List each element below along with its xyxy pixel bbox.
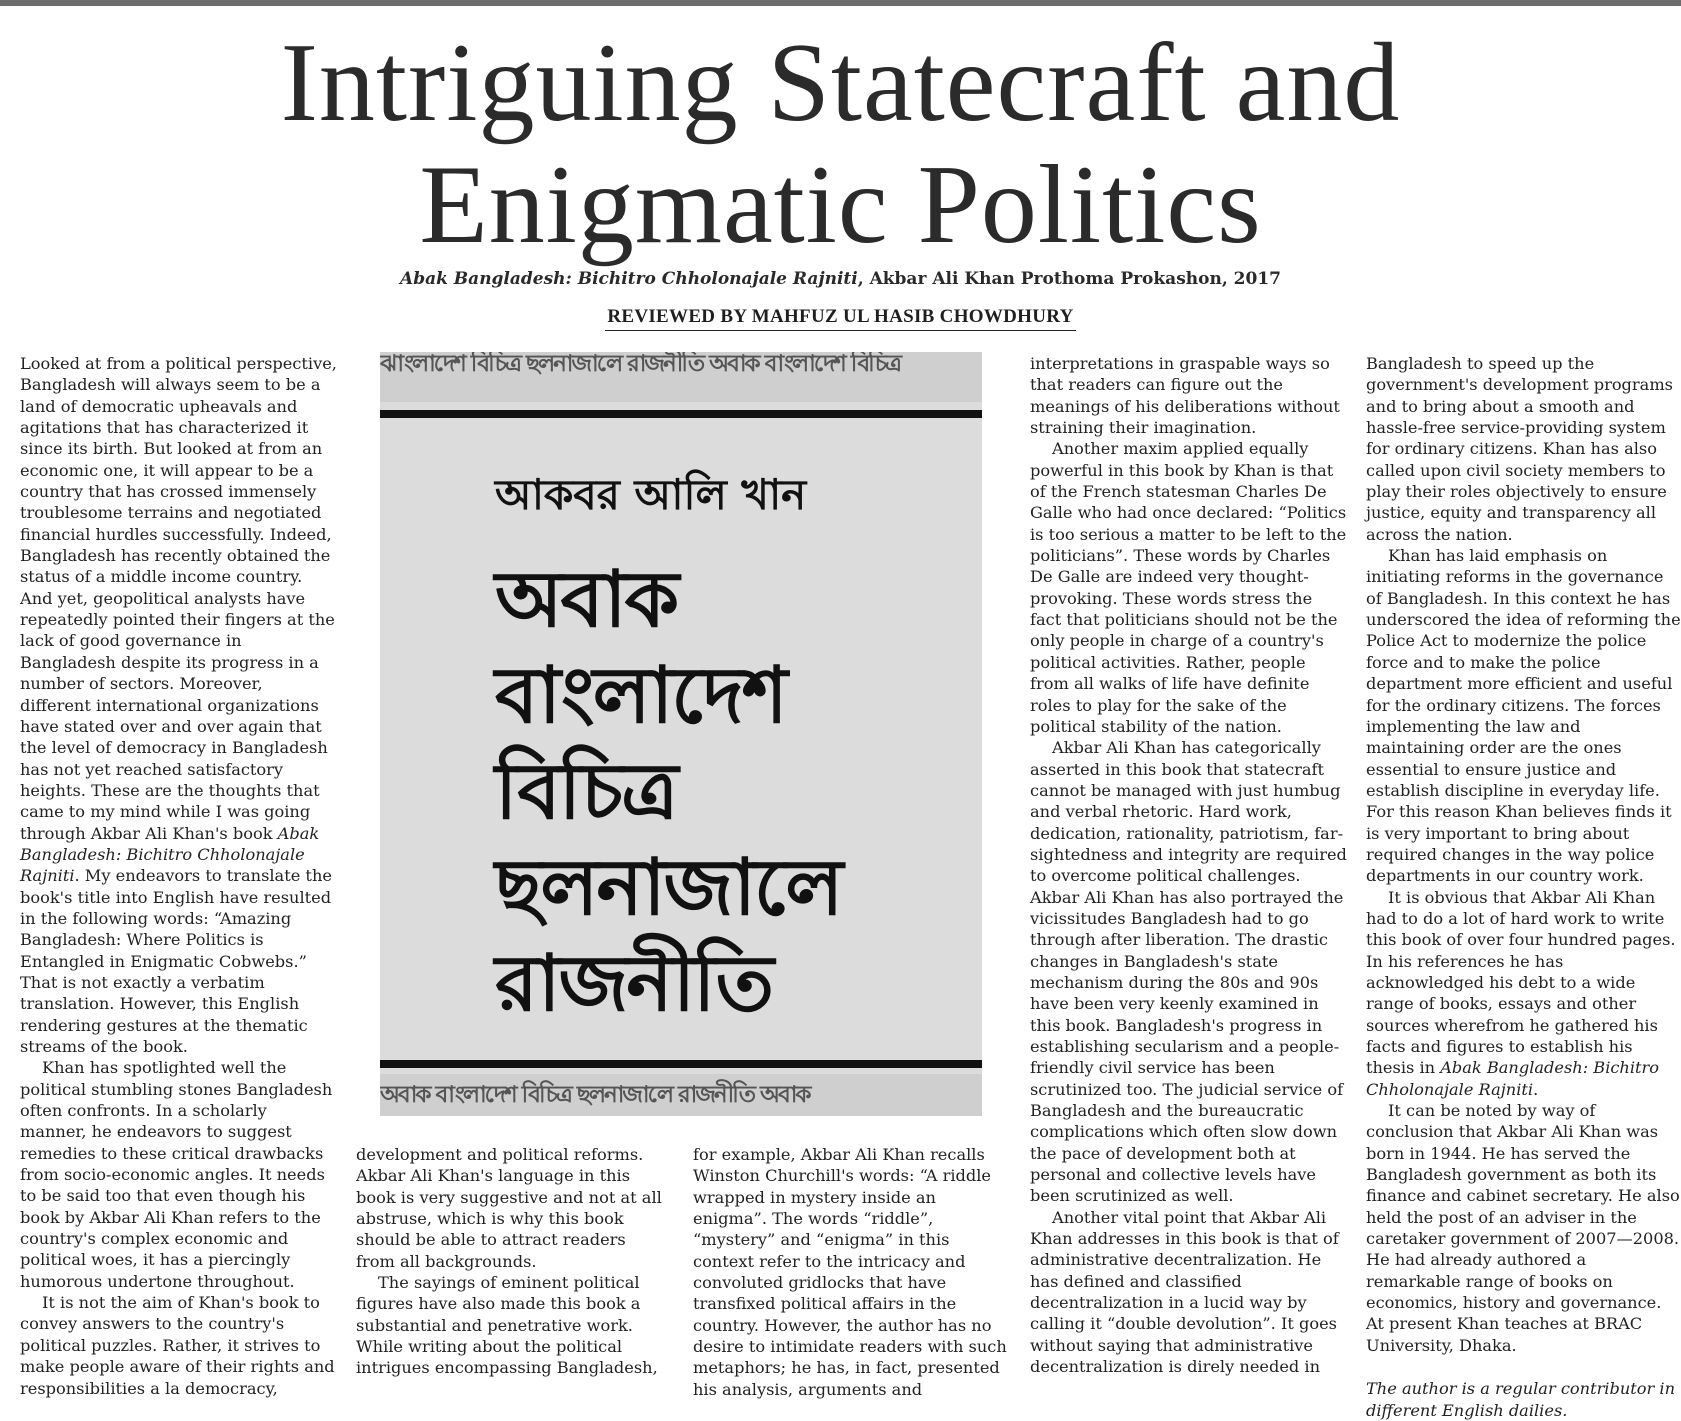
cover-title-line: বাংলাদেশ: [495, 651, 786, 741]
paragraph: Khan has laid emphasis on initiating reforms in the governance of Bangladesh. In this context he has underscored the idea of reforming the Police Act to modernize the police force and to make the police department more efficient and useful for the ordinary citizens. The forces implementing the law and maintaining order are the ones essential to ensure justice and establish discipline in everyday life. For this reason Khan believes finds it is very important to bring about required changes in the way police departments in our country work.: [1366, 546, 1681, 886]
column-1: [20, 353, 338, 1399]
paragraph: [20, 353, 338, 1057]
headline: [0, 22, 1681, 266]
author-note: The author is a regular contributor in different English dailies.: [1366, 1379, 1676, 1420]
paragraph: It can be noted by way of conclusion that Akbar Ali Khan was born in 1944. He has served the Bangladesh government as both its finance and cabinet secretary. He also held the post of an adviser in the caretaker government of 2007—2008. He had already authored a remarkable range of books on economics, history and governance. At present Khan teaches at BRAC University, Dhaka.: [1366, 1101, 1680, 1355]
headline-line-2: Enigmatic Politics: [419, 143, 1262, 267]
cover-title: [495, 552, 965, 1032]
book-meta: , Akbar Ali Khan Prothoma Prokashon, 2017: [857, 269, 1281, 289]
cover-rule: [380, 410, 982, 418]
byline: [0, 306, 1681, 328]
book-title-italic: Abak Bangladesh: Bichitro Chholonajale Rajniti: [20, 823, 320, 886]
cover-rule: [380, 1060, 982, 1068]
paragraph: Another vital point that Akbar Ali Khan addresses in this book is that of administrative decentralization. He has defined and classified decentralization in a lucid way by calling it “double devolution”. It goes without saying that administrative decentralization is direly needed in: [1030, 1207, 1339, 1377]
text: .: [1533, 1079, 1539, 1099]
book-title-italic: Abak Bangladesh: Bichitro Chholonajale Rajniti: [1366, 1058, 1660, 1099]
paragraph: It is not the aim of Khan's book to convey answers to the country's political puzzles. Rather, it strives to make people aware of their rights and responsibilities a la democracy,: [20, 1293, 335, 1398]
cover-title-line: রাজনীতি: [495, 939, 773, 1029]
paragraph: Khan has spotlighted well the political stumbling stones Bangladesh often confronts. In a scholarly manner, he endeavors to suggest remedies to these critical drawbacks from socio-economic angles. It needs to be said too that even though his book by Akbar Ali Khan refers to the country's complex economic and political woes, it has a piercingly humorous undertone throughout.: [20, 1058, 333, 1291]
text: Looked at from a political perspective, Bangladesh will always seem to be a land of democratic upheavals and agitations that has characterized it since its birth. But looked at from an economic one, it will appear to be a country that has crossed immensely troublesome terrains and negotiated financial hurdles successfully. Indeed, Bangladesh has recently obtained the status of a middle income country. And yet, geopolitical analysts have repeatedly pointed their fingers at the lack of good governance in Bangladesh despite its progress in a number of sectors. Moreover, different international organizations have stated over and over again that the level of democracy in Bangladesh has not yet reached satisfactory heights. These are the thoughts that came to my mind while I was going through Akbar Ali Khan's book: [20, 354, 337, 843]
paragraph: interpretations in graspable ways so that readers can figure out the meanings of his deliberations without straining their imagination.: [1030, 354, 1340, 438]
paragraph: Bangladesh to speed up the government's development programs and to bring about a smooth and hassle-free service-providing system for ordinary citizens. Khan has also called upon civil society members to play their roles objectively to ensure justice, equity and transparency all across the nation.: [1366, 354, 1673, 544]
cover-pattern-bottom: অবাক বাংলাদেশ বিচিত্র ছলনাজালে রাজনীতি অবাক: [380, 1074, 982, 1116]
paragraph: [1366, 887, 1681, 1100]
paragraph: The sayings of eminent political figures have also made this book a substantial and penetrative work. While writing about the political intrigues encompassing Bangladesh,: [356, 1273, 658, 1378]
cover-title-line: বিচিত্র: [495, 747, 677, 837]
cover-author: আকবর আলি খান: [495, 470, 807, 519]
column-5: [1366, 353, 1681, 1421]
reviewer: REVIEWED BY MAHFUZ UL HASIB CHOWDHURY: [605, 306, 1075, 331]
book-title: Abak Bangladesh: Bichitro Chholonajale Rajniti: [400, 269, 858, 289]
top-rule: [0, 0, 1681, 6]
text: . My endeavors to translate the book's title into English have resulted in the following words: “Amazing Bangladesh: Where Politics is Entangled in Enigmatic Cobwebs.” That is not exactly a verbatim translation. However, this English rendering gestures at the thematic streams of the book.: [20, 866, 332, 1056]
cover-title-line: ছলনাজালে: [495, 843, 842, 933]
cover-pattern-top: ঝাংলাদেশ বিচিত্র ছলনাজালে রাজনীতি অবাক বাংলাদেশ বিচিত্র: [380, 352, 982, 402]
paragraph: Another maxim applied equally powerful in this book by Khan is that of the French statesman Charles De Galle who had once declared: “Politics is too serious a matter to be left to the politicians”. These words by Charles De Galle are indeed very thought-provoking. These words stress the fact that politicians should not be the only people in charge of a country's political activities. Rather, people from all walks of life have definite roles to play for the sake of the political stability of the nation.: [1030, 439, 1347, 736]
book-info: [0, 269, 1681, 289]
book-cover-image: [380, 352, 982, 1116]
column-4: [1030, 353, 1348, 1378]
paragraph: for example, Akbar Ali Khan recalls Winston Churchill's words: “A riddle wrapped in mystery inside an enigma”. The words “riddle”, “mystery” and “enigma” in this context refer to the intricacy and convoluted gridlocks that have transfixed political affairs in the country. However, the author has no desire to intimidate readers with such metaphors; he has, in fact, presented his analysis, arguments and: [693, 1145, 1007, 1399]
paragraph: development and political reforms. Akbar Ali Khan's language in this book is very suggestive and not at all abstruse, which is why this book should be able to attract readers from all backgrounds.: [356, 1145, 662, 1271]
column-2: [356, 1144, 666, 1379]
text: It is obvious that Akbar Ali Khan had to do a lot of hard work to write this book of over four hundred pages. In his references he has acknowledged his debt to a wide range of books, essays and other sources wherefrom he gathered his facts and figures to establish his thesis in: [1366, 887, 1676, 1078]
paragraph: Akbar Ali Khan has categorically asserted in this book that statecraft cannot be managed with just humbug and verbal rhetoric. Hard work, dedication, rationality, patriotism, far-sightedness and integrity are required to overcome political challenges. Akbar Ali Khan has also portrayed the vicissitudes Bangladesh had to go through after liberation. The drastic changes in Bangladesh's state mechanism during the 80s and 90s have been very keenly examined in this book. Bangladesh's progress in establishing secularism and a people-friendly civil service has been scrutinized too. The judicial service of Bangladesh and the bureaucratic complications which often slow down the pace of development both at personal and collective levels have been scrutinized as well.: [1030, 738, 1347, 1206]
headline-line-1: Intriguing Statecraft and: [280, 21, 1401, 145]
cover-title-line: অবাক: [495, 555, 678, 645]
column-3: [693, 1144, 1013, 1400]
